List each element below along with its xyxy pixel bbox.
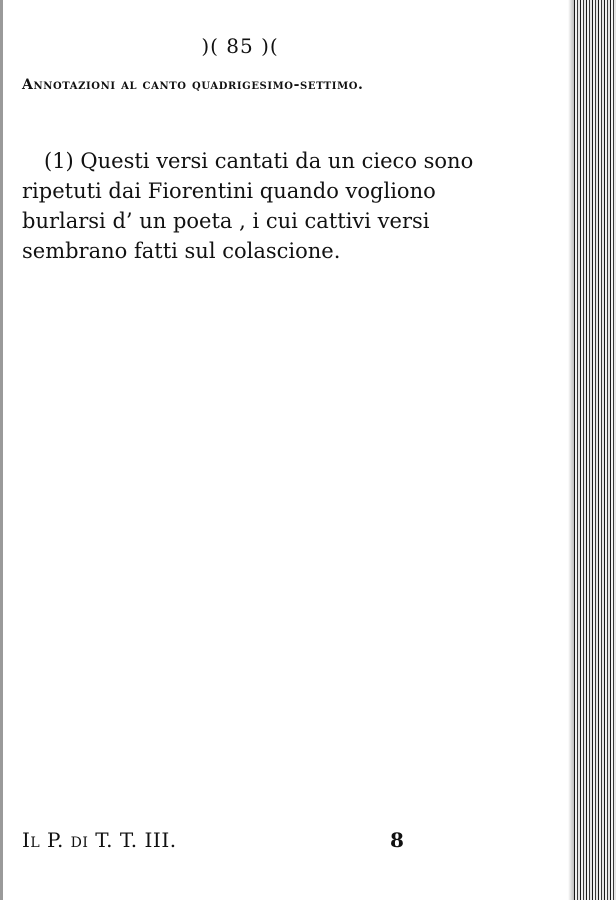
note-line: burlarsi d’ un poeta , i cui cattivi versi: [22, 209, 430, 233]
page-spine: [0, 0, 3, 900]
note-line: ripetuti dai Fiorentini quando vogliono: [22, 179, 436, 203]
page-number: )( 85 )(: [201, 34, 279, 58]
annotations-heading: Annotazioni al canto quadrigesimo-settimo.: [22, 77, 364, 93]
stacked-page-edges: [574, 0, 616, 900]
note-line: (1) Questi versi cantati da un cieco sono: [44, 149, 474, 173]
note-line: sembrano fatti sul colascione.: [22, 239, 341, 263]
footer-signature: Il P. di T. T. III.: [22, 828, 177, 852]
signature-mark: 8: [390, 828, 404, 852]
footnote-text: [22, 146, 474, 266]
